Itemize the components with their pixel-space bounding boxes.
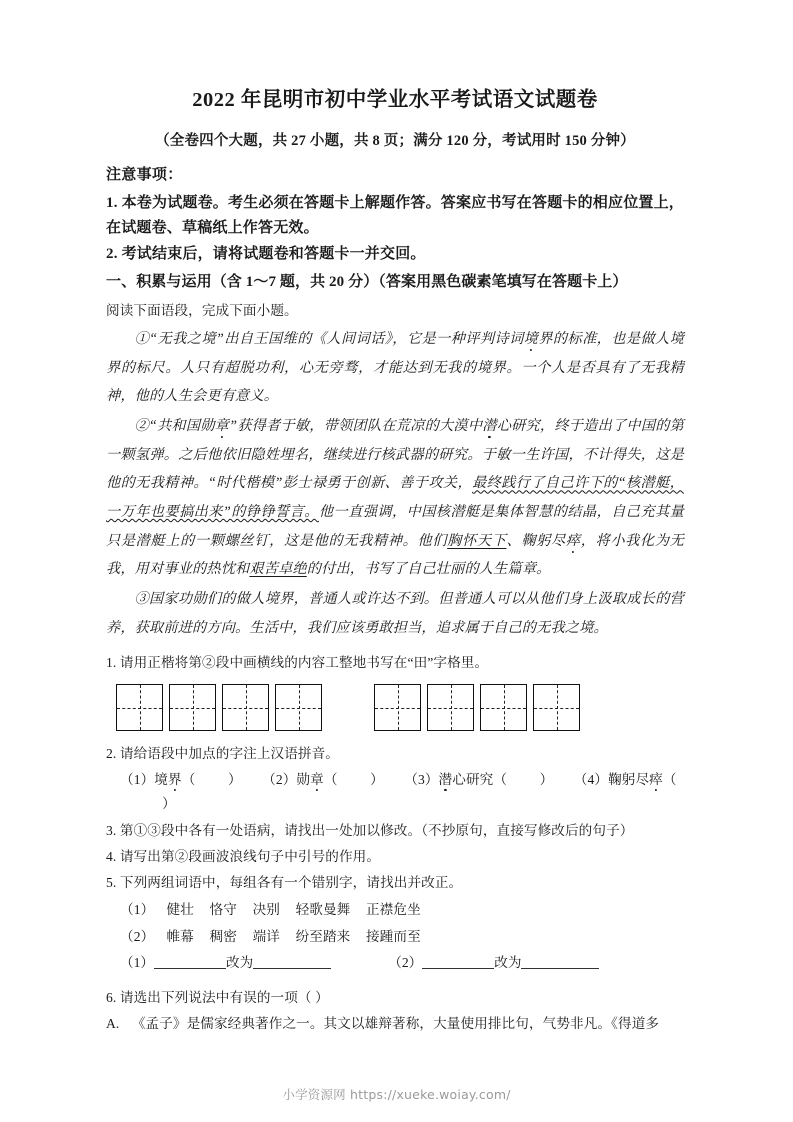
q2-item-2-num: （2） xyxy=(262,772,297,788)
reading-prompt: 阅读下面语段，完成下面小题。 xyxy=(106,302,298,318)
q2-item-1-word: 境界 xyxy=(154,772,182,788)
passage-p2-text-c: 心研究，终于造出了中国的第一颗氢弹。之后他依旧隐姓埋名，继续进行核武器的研究。于敏一生许国，不计得失，这是他的无我精神。“时代楷模”彭士禄勇于创新、善于攻关， xyxy=(106,417,684,492)
q5-g1-word: 决别 xyxy=(252,902,280,918)
q2-item-1-num: （1） xyxy=(120,772,155,788)
q5-answer-1-blank-b[interactable] xyxy=(253,955,331,970)
option-a-text: 《孟子》是儒家经典著作之一。其文以雄辩著称，大量使用排比句，气势非凡。《得道多 xyxy=(131,1015,660,1031)
question-2-text: 2. 请给语段中加点的字注上汉语拼音。 xyxy=(106,746,339,762)
paragraph-marker-2: ② xyxy=(134,417,149,434)
page-title: 2022 年昆明市初中学业水平考试语文试题卷 xyxy=(192,89,598,111)
emphasis-dot-char-qian: 潜 xyxy=(482,417,497,434)
question-1-text: 1. 请用正楷将第②段中画横线的内容工整地书写在“田”字格里。 xyxy=(106,655,489,671)
notice-item-2: 2. 考试结束后，请将试题卷和答题卡一并交回。 xyxy=(106,246,426,263)
notice-item-1: 1. 本卷为试题卷。考生必须在答题卡上解题作答。答案应书写在答题卡的相应位置上，在试题卷、草稿纸上作答无效。 xyxy=(106,194,685,237)
passage-paragraph-1 xyxy=(106,325,684,411)
tianzige-cell[interactable] xyxy=(480,684,527,731)
q5-g2-word: 纷至踏来 xyxy=(295,928,351,944)
q2-item-4-num: （4） xyxy=(573,772,609,788)
passage-p1-text-a: “无我之境”出自王国维的《人间词话》，它是一种评判诗词 xyxy=(149,330,524,347)
question-6-text: 6. 请选出下列说法中有误的一项（ ） xyxy=(106,989,329,1005)
q5-group-2-label: （2） xyxy=(120,928,155,944)
q5-g2-word: 端详 xyxy=(252,928,280,944)
passage-p2-text-d: 他一直强调，中国核潜艇是集体智慧的结晶，自己充其量只是潜艇上的一颗螺丝钉，这是他的无我精神。他们 xyxy=(106,504,684,549)
question-3-text: 3. 第①③段中各有一处语病，请找出一处加以修改。（不抄原句，直接写修改后的句子） xyxy=(106,823,634,839)
q2-item-4-word: 鞠躬尽瘁 xyxy=(608,772,663,788)
passage-p2-text-a: “共和国勋 xyxy=(148,417,215,434)
tianzige-cell[interactable] xyxy=(222,684,269,731)
q5-answer-2-blank-a[interactable] xyxy=(422,955,494,970)
q2-item-3-paren[interactable]: （ ） xyxy=(493,772,554,788)
q5-answer-1-blank-a[interactable] xyxy=(154,955,226,970)
question-4-text: 4. 请写出第②段画波浪线句子中引号的作用。 xyxy=(106,849,381,865)
paragraph-marker-3: ③ xyxy=(134,591,149,608)
q2-item-2-paren[interactable]: （ ） xyxy=(323,772,384,788)
q5-g1-word: 恪守 xyxy=(209,902,237,918)
section-heading-one: 一、积累与运用（含 1～7 题，共 20 分）（答案用黑色碳素笔填写在答题卡上） xyxy=(106,274,628,291)
tianzige-grid-row xyxy=(116,684,684,731)
emphasis-dot-char-zhang: 章 xyxy=(214,417,230,434)
question-5-group-1 xyxy=(120,897,684,923)
q5-g2-word: 稠密 xyxy=(209,928,237,944)
tianzige-cell[interactable] xyxy=(374,684,421,731)
notice-heading: 注意事项： xyxy=(106,167,183,184)
passage-p2-text-f: ，将小我化为无我，用对事业的热忱和 xyxy=(106,532,685,578)
passage-p2-text-e: 、鞠躬尽 xyxy=(506,532,566,549)
wavy-underlined-sentence: 最终践行了自己许下的“核潜艇，一万年也要搞出来”的铮铮誓言。 xyxy=(106,475,684,521)
q5-group-1-label: （1） xyxy=(120,902,155,918)
paragraph-marker-1: ① xyxy=(134,330,150,347)
passage-p1-text-b: 界的标准，也是做人境界的标尺。人只有超脱功利，心无旁骛，才能达到无我的境界。一个人是否具有了无我精神，他的人生会更有意义。 xyxy=(106,330,684,405)
emphasis-dot-char-jing: 境 xyxy=(523,330,539,347)
emphasis-dot-char-cui: 瘁 xyxy=(565,532,581,549)
tianzige-group-left xyxy=(116,684,328,731)
q5-answer-1-label: （1） xyxy=(120,955,154,971)
tianzige-cell[interactable] xyxy=(169,684,216,731)
q2-item-4-paren[interactable]: （） xyxy=(162,772,677,812)
q2-item-3-word: 潜心研究 xyxy=(438,772,494,788)
q5-g1-word: 正襟危坐 xyxy=(365,902,421,918)
q5-g2-word: 接踵而至 xyxy=(365,928,421,944)
site-watermark: 小学资源网 https://xueke.woiay.com/ xyxy=(282,1087,511,1102)
passage-paragraph-2 xyxy=(106,412,684,584)
q5-change-label-2: 改为 xyxy=(494,955,522,971)
question-2-items xyxy=(120,768,684,816)
underlined-phrase-jiankuzhuojue: 艰苦卓绝 xyxy=(249,561,307,578)
tianzige-cell[interactable] xyxy=(533,684,580,731)
question-5-answer-row xyxy=(120,950,684,977)
option-a-label: A. xyxy=(106,1015,120,1031)
q2-item-3-num: （3） xyxy=(404,772,439,788)
q5-answer-2-blank-b[interactable] xyxy=(521,955,599,970)
tianzige-cell[interactable] xyxy=(116,684,163,731)
q5-change-label-1: 改为 xyxy=(225,955,254,971)
tianzige-group-right xyxy=(374,684,586,731)
q5-answer-2-label: （2） xyxy=(388,955,423,971)
passage-p2-text-b: ”获得者于敏，带领团队在荒凉的大漠中 xyxy=(229,417,483,434)
question-5-group-2 xyxy=(120,924,684,950)
tianzige-cell[interactable] xyxy=(275,684,322,731)
question-5-text: 5. 下列两组词语中，每组各有一个错别字，请找出并改正。 xyxy=(106,875,463,891)
q5-g1-word: 轻歌曼舞 xyxy=(295,902,351,918)
underlined-phrase-xiongtian: 胸怀天下 xyxy=(447,532,507,549)
passage-p3-text-a: 国家功勋们的做人境界，普通人或许达不到。但普通人可以从他们身上汲取成长的营养，获取前进的方向。生活中，我们应该勇敢担当，追求属于自己的无我之境。 xyxy=(106,591,684,636)
q5-g2-word: 帷幕 xyxy=(166,928,194,944)
q2-item-2-word: 勋章 xyxy=(296,772,324,788)
paper-subtitle: （全卷四个大题，共 27 小题，共 8 页；满分 120 分，考试用时 150 分钟） xyxy=(155,132,635,149)
passage-paragraph-3 xyxy=(106,585,684,642)
passage-p2-text-g: 的付出，书写了自己壮丽的人生篇章。 xyxy=(306,561,551,578)
q5-g1-word: 健壮 xyxy=(166,902,194,918)
question-6-option-a[interactable] xyxy=(106,1012,684,1036)
page-content xyxy=(106,86,684,1036)
q2-item-1-paren[interactable]: （ ） xyxy=(181,772,242,788)
tianzige-cell[interactable] xyxy=(427,684,474,731)
